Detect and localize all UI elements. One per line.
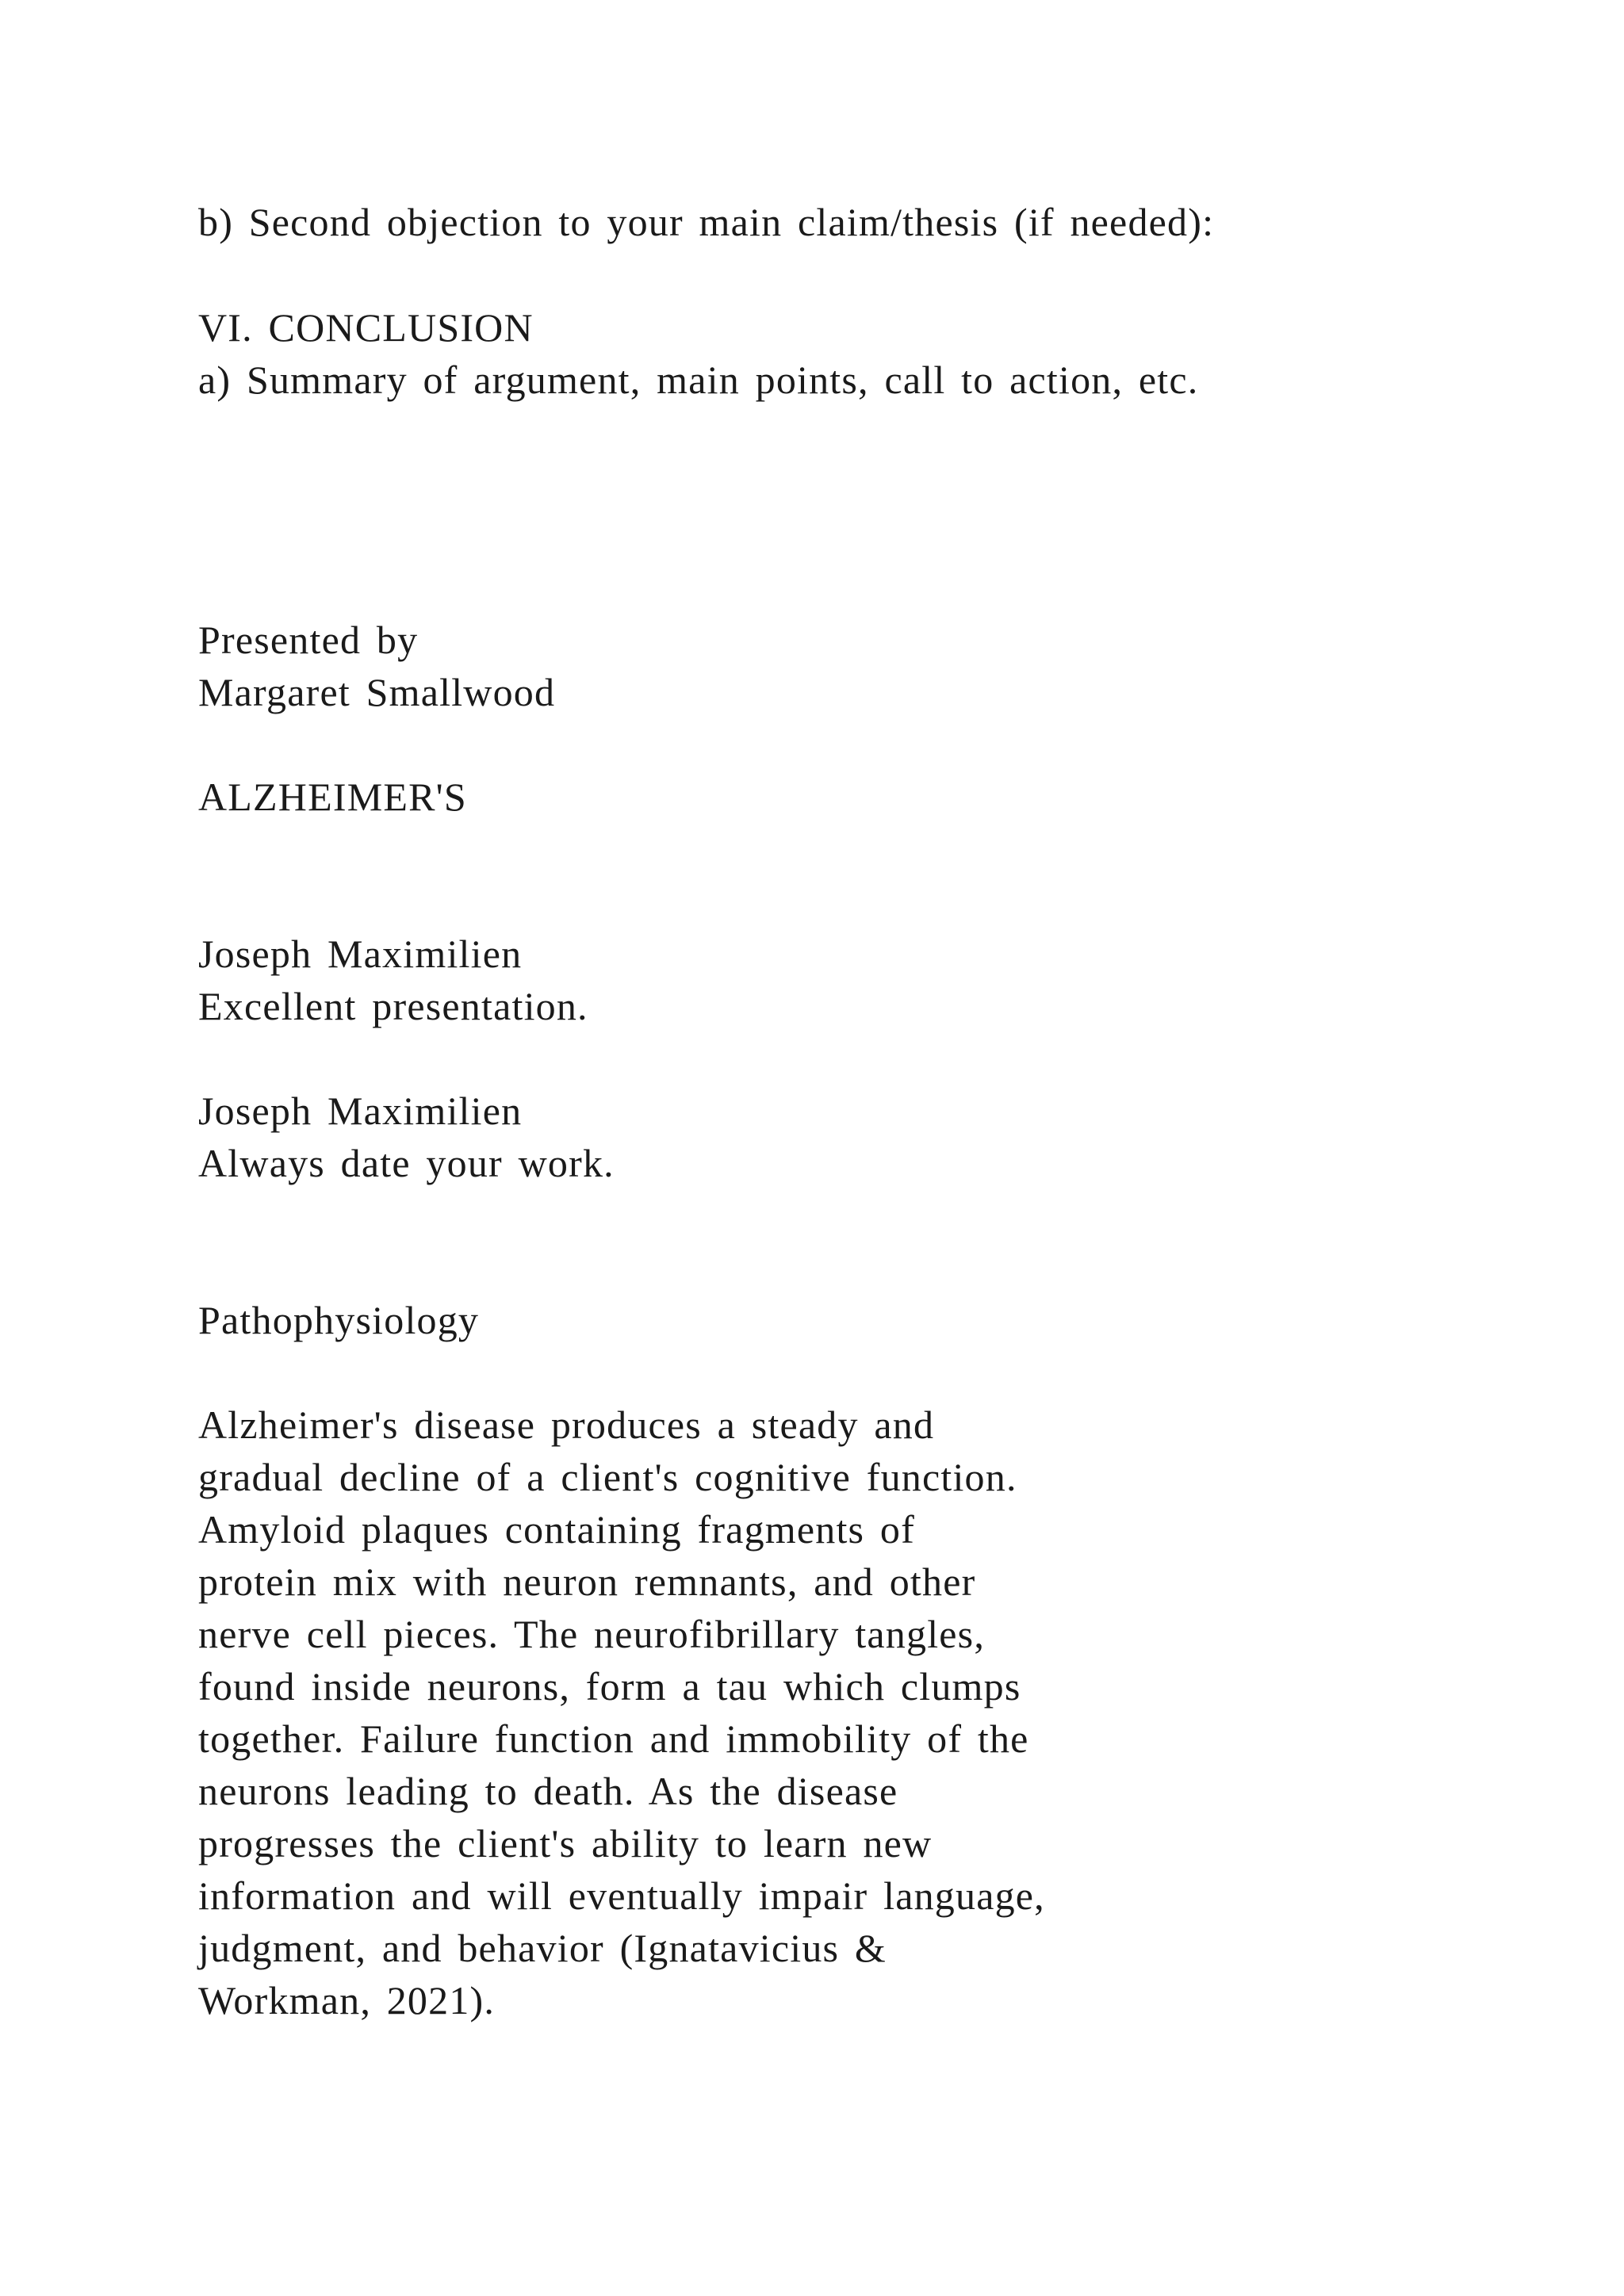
comment-author: Joseph Maximilien xyxy=(198,932,523,976)
paragraph-line: Amyloid plaques containing fragments of xyxy=(198,1507,915,1552)
paragraph-line: nerve cell pieces. The neurofibrillary tangles, xyxy=(198,1612,986,1656)
presenter-name: Margaret Smallwood xyxy=(198,670,556,714)
paragraph-line: progresses the client's ability to learn new xyxy=(198,1821,933,1866)
paragraph-line: protein mix with neuron remnants, and other xyxy=(198,1559,976,1604)
paragraph-line: gradual decline of a client's cognitive function. xyxy=(198,1455,1017,1499)
comment-text: Always date your work. xyxy=(198,1141,615,1185)
comment-author: Joseph Maximilien xyxy=(198,1089,523,1133)
presentation-title: ALZHEIMER'S xyxy=(198,775,467,819)
paragraph-line: together. Failure function and immobility of the xyxy=(198,1716,1029,1761)
paragraph-line: Workman, 2021). xyxy=(198,1978,496,2022)
presented-by-label: Presented by xyxy=(198,618,419,662)
section-heading: Pathophysiology xyxy=(198,1298,480,1342)
paragraph-line: found inside neurons, form a tau which clumps xyxy=(198,1664,1021,1709)
paragraph-line: Alzheimer's disease produces a steady and xyxy=(198,1402,935,1447)
paragraph-line: judgment, and behavior (Ignatavicius & xyxy=(198,1926,887,1970)
comment-text: Excellent presentation. xyxy=(198,984,588,1028)
conclusion-summary: a) Summary of argument, main points, call to action, etc. xyxy=(198,358,1199,402)
second-objection-line: b) Second objection to your main claim/thesis (if needed): xyxy=(198,200,1215,244)
paragraph-line: information and will eventually impair language, xyxy=(198,1873,1045,1918)
conclusion-heading: VI. CONCLUSION xyxy=(198,305,534,350)
paragraph-line: neurons leading to death. As the disease xyxy=(198,1769,898,1813)
